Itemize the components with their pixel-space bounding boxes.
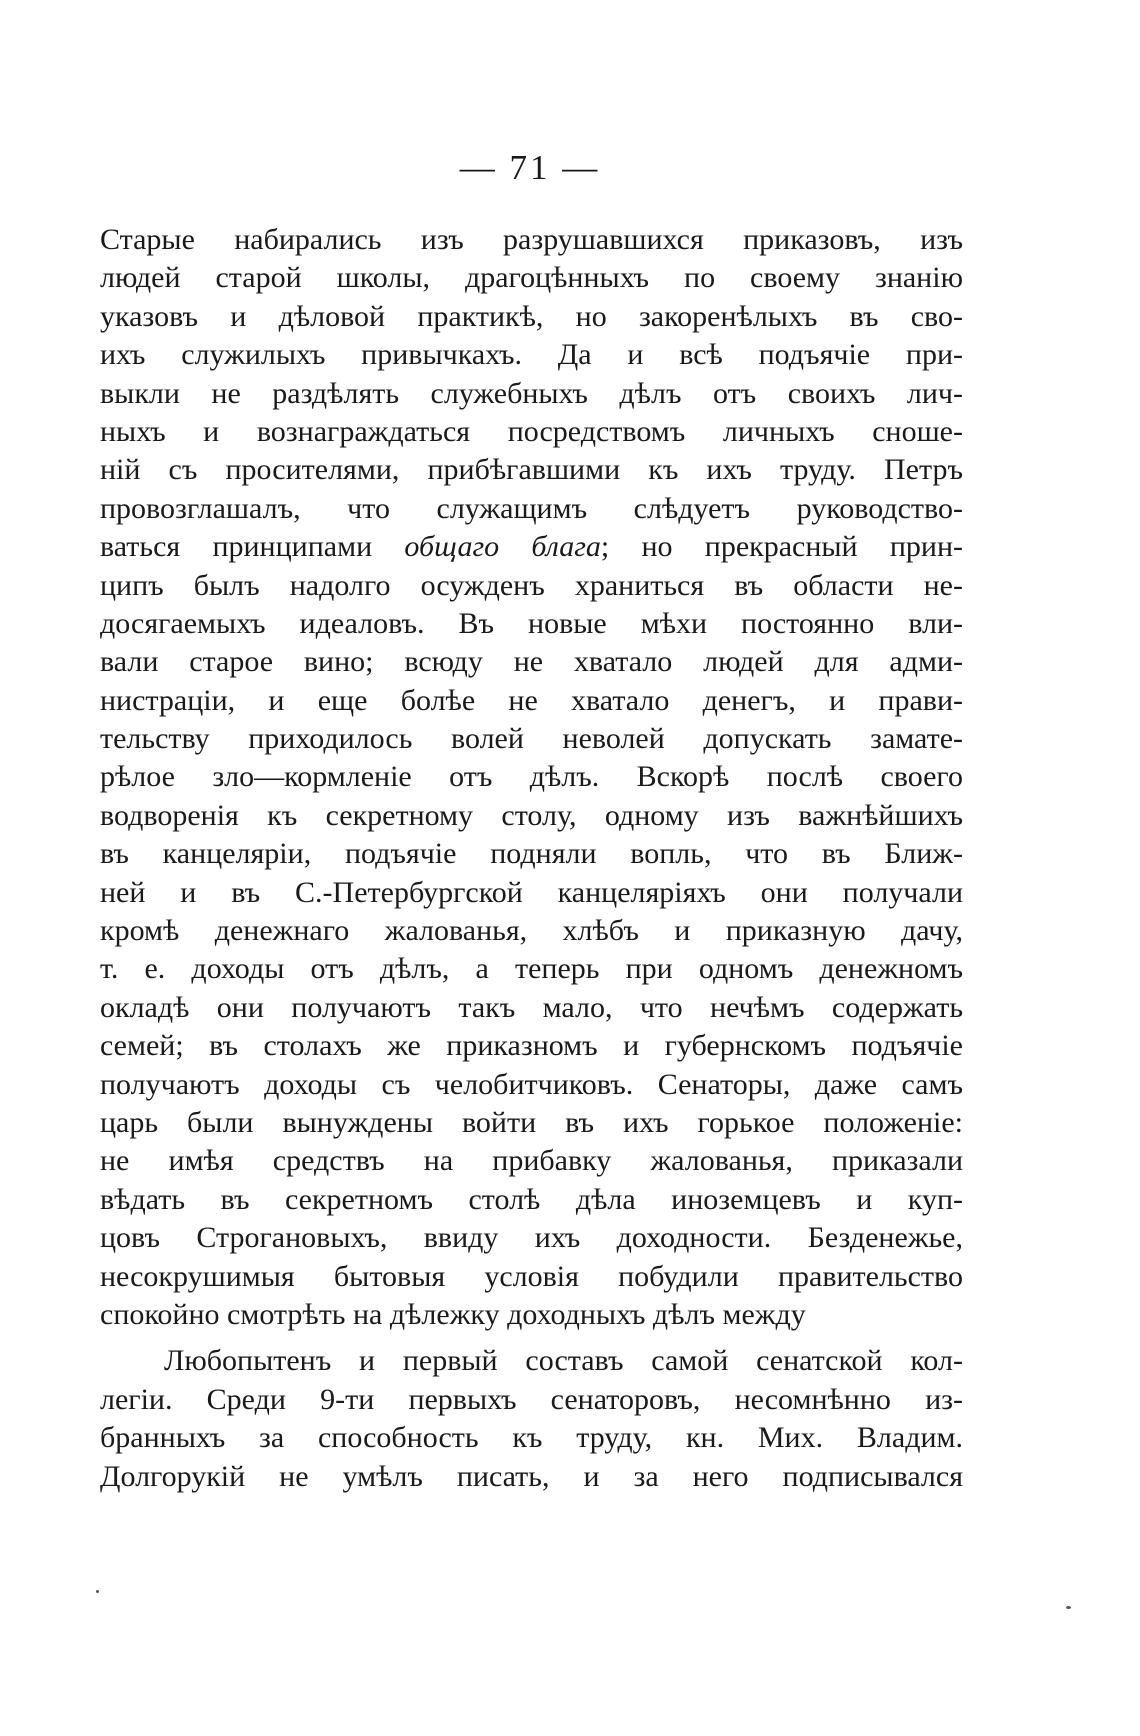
text-line: Долгорукій не умѣлъ писать, и за него подписывался <box>100 1459 963 1493</box>
text-line: тельству приходилось волей неволей допускать замате- <box>100 722 963 756</box>
text-line: людей старой школы, драгоцѣнныхъ по своему знанію <box>100 261 963 295</box>
text-line: нистраціи, и еще болѣе не хватало денегъ, и прави- <box>100 683 963 717</box>
text-line: цовъ Строгановыхъ, ввиду ихъ доходности. Безденежье, <box>100 1221 963 1255</box>
italic-phrase: общаго блага <box>404 530 601 564</box>
text-line: ихъ служилыхъ привычкахъ. Да и всѣ подъячіе при- <box>100 338 963 372</box>
text-line: бранныхъ за способность къ труду, кн. Мих. Владим. <box>100 1421 963 1455</box>
text-line: въ канцеляріи, подъячіе подняли вопль, что въ Ближ- <box>100 837 963 871</box>
text-line: водворенія къ секретному столу, одному изъ важнѣйшихъ <box>100 798 963 832</box>
text-line: ныхъ и вознаграждаться посредствомъ личныхъ сноше- <box>100 414 963 448</box>
text-line: ней и въ С.-Петербургской канцеляріяхъ они получали <box>100 875 963 909</box>
text-line: вали старое вино; всюду не хватало людей для адми- <box>100 645 963 679</box>
text-line: ципъ былъ надолго осужденъ храниться въ области не- <box>100 568 963 602</box>
text-line: выкли не раздѣлять служебныхъ дѣлъ отъ своихъ лич- <box>100 376 963 410</box>
text-line: указовъ и дѣловой практикѣ, но закоренѣлыхъ въ сво- <box>100 299 963 333</box>
text-line: получаютъ доходы съ челобитчиковъ. Сенаторы, даже самъ <box>100 1067 963 1101</box>
text-line: кромѣ денежнаго жалованья, хлѣбъ и приказную дачу, <box>100 914 963 948</box>
text-segment: ; но прекрасный прин- <box>600 530 963 564</box>
text-line: вѣдать въ секретномъ столѣ дѣла иноземцевъ и куп- <box>100 1182 963 1216</box>
body-text <box>100 221 963 1496</box>
print-speck <box>1066 1606 1071 1609</box>
text-line: провозглашалъ, что служащимъ слѣдуетъ руководство- <box>100 491 963 525</box>
text-line: Старые набирались изъ разрушавшихся приказовъ, изъ <box>100 223 963 256</box>
text-line: ній съ просителями, прибѣгавшими къ ихъ труду. Петръ <box>100 453 963 487</box>
print-speck <box>96 1590 99 1593</box>
page-number: — 71 — <box>459 148 601 187</box>
text-line: спокойно смотрѣть на дѣлежку доходныхъ дѣлъ между <box>100 1297 806 1331</box>
text-line-with-italic <box>100 528 963 566</box>
text-line: досягаемыхъ идеаловъ. Въ новые мѣхи постоянно вли- <box>100 606 963 640</box>
text-segment: ваться принципами <box>100 530 405 564</box>
paragraph-1 <box>100 221 963 1334</box>
text-line: легіи. Среди 9-ти первыхъ сенаторовъ, несомнѣнно из- <box>100 1382 963 1416</box>
text-line: не имѣя средствъ на прибавку жалованья, приказали <box>100 1144 963 1178</box>
text-line: рѣлое зло—кормленіе отъ дѣлъ. Вскорѣ послѣ своего <box>100 760 963 794</box>
text-line: семей; въ столахъ же приказномъ и губернскомъ подъячіе <box>100 1029 963 1063</box>
text-line: т. е. доходы отъ дѣлъ, а теперь при одномъ денежномъ <box>100 952 963 986</box>
text-line: окладѣ они получаютъ такъ мало, что нечѣмъ содержать <box>100 990 963 1024</box>
text-line: несокрушимыя бытовыя условія побудили правительство <box>100 1259 963 1293</box>
paragraph-2 <box>100 1342 963 1496</box>
text-line: Любопытенъ и первый составъ самой сенатской кол- <box>164 1344 963 1378</box>
text-line: царь были вынуждены войти въ ихъ горькое положеніе: <box>100 1105 963 1139</box>
